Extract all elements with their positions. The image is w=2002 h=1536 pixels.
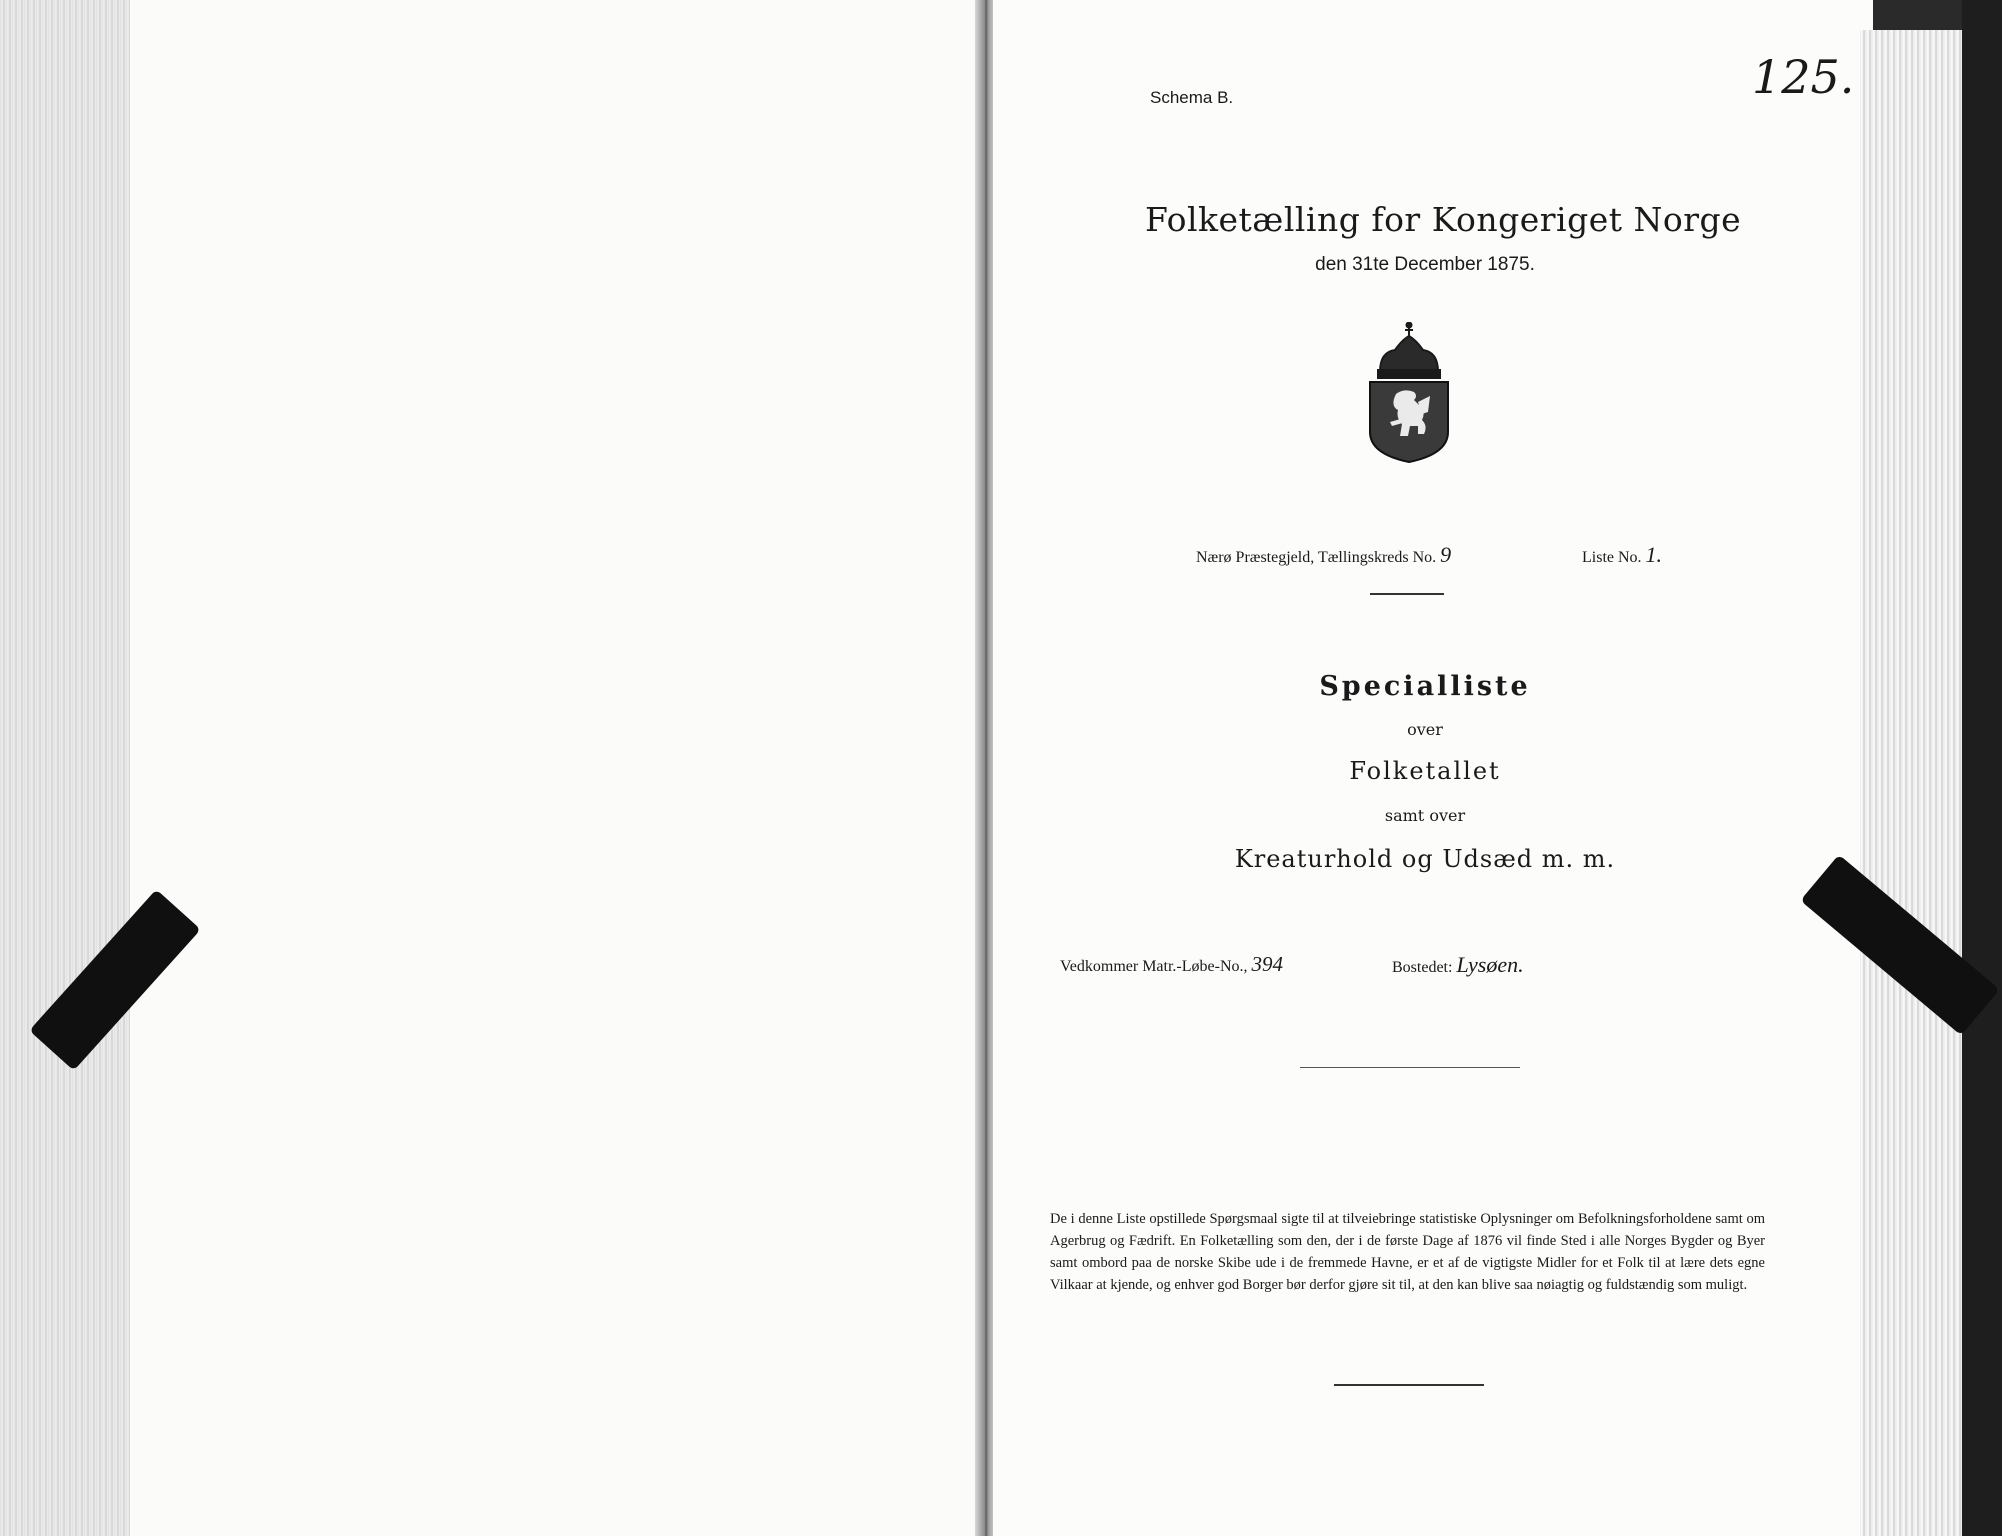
divider-short xyxy=(1370,593,1444,595)
divider-bottom xyxy=(1334,1384,1484,1386)
left-page-blank xyxy=(0,0,985,1536)
kreds-number: 9 xyxy=(1440,542,1452,567)
folketallet-heading: Folketallet xyxy=(1349,757,1501,785)
divider-dotted xyxy=(1300,1067,1520,1068)
bosted-line xyxy=(1392,952,1524,978)
liste-line xyxy=(1582,542,1662,568)
form-title: Folketælling for Kongeriget Norge xyxy=(1145,200,1742,239)
liste-number: 1. xyxy=(1645,542,1663,567)
instructions-paragraph xyxy=(1050,1208,1765,1296)
page-number: 125. xyxy=(1752,50,1855,104)
scanner-background xyxy=(1962,0,2002,1536)
bosted-value: Lysøen. xyxy=(1456,952,1524,977)
liste-label: Liste No. xyxy=(1582,549,1642,566)
matr-label: Vedkommer Matr.-Løbe-No. xyxy=(1060,958,1244,975)
right-page-stack-edges xyxy=(1860,30,1970,1536)
instructions-text: De i denne Liste opstillede Spørgsmaal sigte til at tilveiebringe statistiske Oplysninger om Befolkningsforholdene samt om Agerbrug og Fædrift. En Folketælling som den, der i de første Dage af 1876 vil finde Sted i alle Norges Bygder og Byer samt ombord paa de norske Skibe ude i de fremmede Havne, er et af de vigtigste Midler for et Folk til at lære dets egne Vilkaar at kjende, og enhver god Borger bør derfor gjøre sit til, at den kan blive saa nøiagtig og fuldstændig som muligt. xyxy=(1050,1211,1765,1293)
norwegian-coat-of-arms-icon xyxy=(1360,322,1458,464)
matr-number: 394 xyxy=(1251,952,1284,976)
kreaturhold-heading: Kreaturhold og Udsæd m. m. xyxy=(1234,845,1616,873)
left-page-stack-edges xyxy=(0,0,130,1536)
kreds-label: Tællingskreds No. xyxy=(1317,549,1437,566)
specialliste-heading: Specialliste xyxy=(1319,671,1531,702)
samt-over-text: samt over xyxy=(1384,806,1466,825)
census-date: den 31te December 1875. xyxy=(1315,254,1535,275)
district-line xyxy=(1196,542,1451,568)
matrikkel-line: Vedkommer Matr.-Løbe-No., 394 xyxy=(1060,952,1284,976)
left-page-surface xyxy=(130,0,985,1536)
parish-name: Nærø Præstegjeld, xyxy=(1196,549,1315,566)
over-text: over xyxy=(1407,720,1443,739)
schema-label: Schema B. xyxy=(1150,88,1234,107)
bosted-label: Bostedet: xyxy=(1392,959,1453,976)
